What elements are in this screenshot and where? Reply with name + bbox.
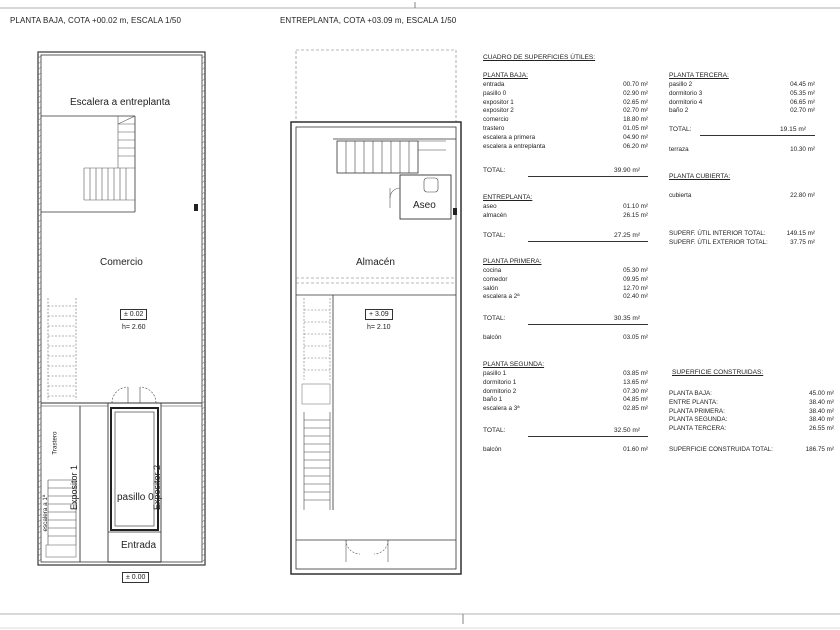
mezzanine-outer-wall xyxy=(291,122,461,574)
area-row-value: 02.70 m² xyxy=(790,107,815,115)
mezzanine-plan-heading: ENTREPLANTA, COTA +03.09 m, ESCALA 1/50 xyxy=(280,16,457,25)
third-areas-title: PLANTA TERCERA: xyxy=(669,72,729,79)
mezzanine-areas-title: ENTREPLANTA: xyxy=(483,194,533,201)
area-row-name: escalera a 3ª xyxy=(483,405,520,413)
area-row-value: 26.15 m² xyxy=(623,211,648,219)
area-row-name: expositor 2 xyxy=(483,107,514,115)
area-row-value: 03.85 m² xyxy=(623,370,648,377)
area-row-value: 04.90 m² xyxy=(623,133,648,141)
second-areas-title: PLANTA SEGUNDA: xyxy=(483,361,545,368)
first-areas-title: PLANTA PRIMERA: xyxy=(483,258,542,265)
area-row-value: 04.85 m² xyxy=(623,396,648,404)
mezzanine-stair-lower xyxy=(304,412,330,510)
third-total-label: TOTAL: xyxy=(669,126,692,133)
area-row-name: dormitorio 1 xyxy=(483,378,517,386)
area-row-value: 01.10 m² xyxy=(623,203,648,210)
areas-table-title: CUADRO DE SUPERFICIES ÚTILES: xyxy=(483,54,596,61)
area-row-value: 38.40 m² xyxy=(809,398,834,406)
area-row-name: pasillo 2 xyxy=(669,81,693,88)
ground-plan-heading: PLANTA BAJA, COTA +00.02 m, ESCALA 1/50 xyxy=(10,16,182,25)
area-row-name: pasillo 1 xyxy=(483,370,507,377)
ground-level-mark: ± 0.02 xyxy=(120,309,147,320)
ground-areas-title: PLANTA BAJA: xyxy=(483,72,528,79)
first-total-value: 30.35 m² xyxy=(614,315,641,322)
street-level-mark: ± 0.00 xyxy=(122,572,149,583)
wc-label: Aseo xyxy=(413,200,436,211)
area-row-name: ENTRE PLANTA: xyxy=(669,398,718,406)
display1-label: Expositor 1 xyxy=(69,464,80,511)
area-row-name: escalera a 2ª xyxy=(483,293,520,301)
area-row-value: 07.30 m² xyxy=(623,387,648,395)
area-row-name: trastero xyxy=(483,125,505,132)
area-row-name: PLANTA PRIMERA: xyxy=(669,407,725,415)
area-row-name: cocina xyxy=(483,267,502,274)
area-row-name: salón xyxy=(483,284,499,292)
area-row-value: 13.65 m² xyxy=(623,378,648,386)
mezzanine-stair-treads xyxy=(337,141,446,173)
area-row-name: aseo xyxy=(483,203,497,210)
area-row-name: baño 2 xyxy=(669,107,689,115)
area-row-value: 02.90 m² xyxy=(623,89,648,97)
drawing-sheet: PLANTA BAJA, COTA +00.02 m, ESCALA 1/50 ENTREPLANTA, COTA +03.09 m, ESCALA 1/50 Escalera a entreplanta Comercio ± 0.02 h= 2.60 pasillo 0 Entrada Expositor 1 Expositor 2 Trastero escalera a 1ª ± 0.00 Aseo Almacén + 3.09 h= 2.10 CUADRO DE SUPERFICIES ÚTILES: PLANTA BAJA: entrada 00.70 m² pasillo 0 02.90 m² expositor 1 02.65 m² expositor 2 02.70 m² comercio 18.80 m² trastero 01.05 m² escalera a primera 04.90 m² escalera a entreplanta 06.20 m² TOTAL: 39.90 m² ENTREPLANTA: aseo 01.10 m² almacén 26.15 m² TOTAL: 27.25 m² PLANTA PRIMERA: cocina 05.30 m² comedor 09.95 m² salón 12.70 m² escalera a 2ª 02.40 m² TOTAL: 30.35 m² balcón 03.05 m² PLANTA SEGUNDA: pasillo 1 03.85 m² dormitorio 1 13.65 m² dormitorio 2 07.30 m² baño 1 04.85 m² escalera a 3ª 02.85 m² TOTAL: 32.50 m² balcón 01.60 m² PLANTA TERCERA: pasillo 2 04.45 m² dormitorio 3 05.35 m² dormitorio 4 06.65 m² baño 2 02.70 m² TOTAL: 19.15 m² terraza 10.30 m² PLANTA CUBIERTA: cubierta 22.80 m² SUPERF. ÚTIL INTERIOR TOTAL: 149.15 m² SUPERF. ÚTIL EXTERIOR TOTAL: 37.75 m² SUPERFICIE CONSTRUIDAS: PLANTA BAJA: 45.00 m² ENTRE PLANTA: 38.40 m² PLANTA PRIMERA: 38.40 m² PLANTA SEGUNDA: 38.40 m² PLANTA TERCERA: 26.55 m² SUPERFICIE CONSTRUIDA TOTAL: 186.75 m² xyxy=(0,0,840,630)
mezzanine-total-label: TOTAL: xyxy=(483,232,506,239)
third-total-value: 19.15 m² xyxy=(780,126,807,133)
hall-label: pasillo 0 xyxy=(117,492,154,503)
second-total-label: TOTAL: xyxy=(483,427,506,434)
roof-areas-title: PLANTA CUBIERTA: xyxy=(669,173,731,180)
mezzanine-level-mark: + 3.09 xyxy=(365,309,393,320)
area-row-value: 18.80 m² xyxy=(623,116,648,124)
area-row-name: comercio xyxy=(483,116,509,124)
area-row-value: 09.95 m² xyxy=(623,275,648,283)
entrance-label: Entrada xyxy=(121,540,157,551)
area-row-value: 02.65 m² xyxy=(623,98,648,106)
second-total-value: 32.50 m² xyxy=(614,427,641,434)
area-row-name: pasillo 0 xyxy=(483,89,507,97)
area-row-value: 38.40 m² xyxy=(809,407,834,415)
area-row-value: 45.00 m² xyxy=(809,390,834,397)
display2-label: Expositor 2 xyxy=(152,464,163,511)
ground-total-value: 39.90 m² xyxy=(614,167,641,174)
area-row-value: 06.65 m² xyxy=(790,98,815,106)
area-row-name: dormitorio 3 xyxy=(669,89,703,97)
mezzanine-stair-down xyxy=(304,298,330,380)
area-row-value: 26.55 m² xyxy=(809,425,834,433)
area-row-value: 02.40 m² xyxy=(623,293,648,301)
mezzanine-total-value: 27.25 m² xyxy=(614,232,641,239)
ground-total-label: TOTAL: xyxy=(483,167,506,174)
area-row-name: escalera a entreplanta xyxy=(483,142,546,150)
area-row-name: entrada xyxy=(483,81,505,88)
area-row-name: PLANTA SEGUNDA: xyxy=(669,416,728,424)
area-row-value: 01.05 m² xyxy=(623,125,648,132)
built-table-title: SUPERFICIE CONSTRUIDAS: xyxy=(672,369,764,376)
store-label: Almacén xyxy=(356,257,395,268)
area-row-name: dormitorio 2 xyxy=(483,387,517,395)
mezzanine-height-label: h= 2.10 xyxy=(367,324,391,331)
first-total-label: TOTAL: xyxy=(483,315,506,322)
storage-label: Trastero xyxy=(51,431,59,455)
stair-mezzanine-label: Escalera a entreplanta xyxy=(70,97,171,108)
area-row-name: comedor xyxy=(483,275,508,283)
area-row-value: 05.35 m² xyxy=(790,89,815,97)
area-row-name: PLANTA BAJA: xyxy=(669,390,712,397)
area-row-name: escalera a primera xyxy=(483,133,536,141)
area-row-value: 12.70 m² xyxy=(623,284,648,292)
area-row-value: 02.85 m² xyxy=(623,405,648,413)
area-row-value: 38.40 m² xyxy=(809,416,834,424)
area-row-name: dormitorio 4 xyxy=(669,98,703,106)
stair-first-floor-treads xyxy=(48,298,76,400)
area-row-name: expositor 1 xyxy=(483,98,514,106)
stair-mezzanine-treads xyxy=(84,116,135,200)
ground-height-label: h= 2.60 xyxy=(122,324,146,331)
area-row-name: almacén xyxy=(483,211,507,219)
area-row-value: 06.20 m² xyxy=(623,142,648,150)
area-row-name: PLANTA TERCERA: xyxy=(669,425,727,433)
area-row-value: 05.30 m² xyxy=(623,267,648,274)
area-row-value: 00.70 m² xyxy=(623,81,648,88)
area-row-value: 02.70 m² xyxy=(623,107,648,115)
area-row-value: 04.45 m² xyxy=(790,81,815,88)
area-row-name: baño 1 xyxy=(483,396,503,404)
shop-label: Comercio xyxy=(100,257,143,268)
stair-first-label: escalera a 1ª xyxy=(42,494,50,532)
